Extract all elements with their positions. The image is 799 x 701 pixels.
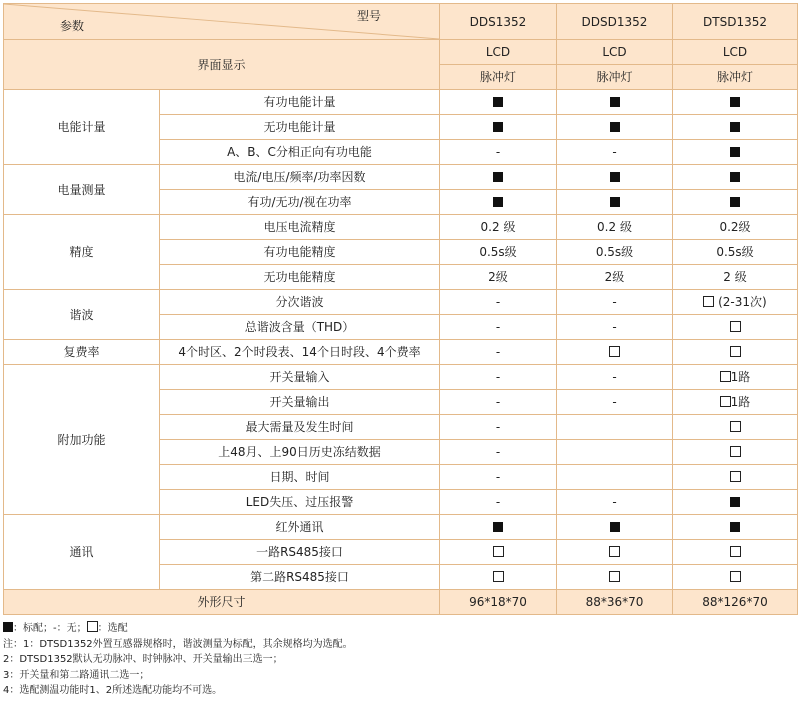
feature-cell [673,515,798,540]
feature-cell [673,265,798,290]
feature-cell [557,190,673,215]
feature-row [4,290,798,315]
feature-cell [440,290,557,315]
feature-cell [440,515,557,540]
feature-cell [673,465,798,490]
feature-cell [673,390,798,415]
feature-label: 无功电能计量 [160,115,440,140]
feature-cell [557,340,673,365]
group-name: 精度 [4,215,160,290]
solid-square-icon [730,122,740,132]
solid-square-icon [493,522,503,532]
cell-value: 0.5s级 [479,245,517,259]
feature-label: 总谐波含量（THD） [160,315,440,340]
feature-cell [440,540,557,565]
feature-cell [673,365,798,390]
solid-square-icon [493,97,503,107]
hollow-square-icon [730,546,741,557]
feature-cell [557,365,673,390]
feature-cell [557,465,673,490]
display-pulse: 脉冲灯 [440,65,557,90]
dash-mark: - [612,320,617,334]
solid-square-icon [610,97,620,107]
display-pulse: 脉冲灯 [557,65,673,90]
solid-square-icon [3,622,13,632]
cell-value: 2级 [604,270,625,284]
dash-mark: - [495,320,501,334]
feature-cell [440,390,557,415]
dimensions-value: 96*18*70 [440,590,557,615]
feature-cell [557,315,673,340]
cell-value: 2 级 [723,270,747,284]
feature-cell [440,490,557,515]
solid-square-icon [610,122,620,132]
feature-cell [440,315,557,340]
dash-mark: - [495,470,501,484]
display-pulse: 脉冲灯 [673,65,798,90]
feature-cell [673,540,798,565]
feature-row [4,365,798,390]
feature-cell [557,515,673,540]
feature-cell [557,265,673,290]
feature-cell [440,265,557,290]
note-line: 3：开关量和第二路通讯二选一； [3,669,150,681]
feature-cell [673,240,798,265]
feature-cell [673,340,798,365]
feature-cell [440,240,557,265]
solid-square-icon [730,172,740,182]
solid-square-icon [610,197,620,207]
cell-value: 0.2 级 [480,220,516,234]
note-line: 2：DTSD1352默认无功脉冲、时钟脉冲、开关量输出三选一； [3,654,283,665]
feature-cell [557,290,673,315]
solid-square-icon [610,172,620,182]
hollow-square-icon [720,371,731,382]
dash-mark: - [612,145,617,159]
feature-cell [673,115,798,140]
dash-mark: - [612,295,617,309]
hollow-square-icon [730,346,741,357]
feature-cell [673,165,798,190]
feature-row [4,165,798,190]
feature-label: 电压电流精度 [160,215,440,240]
dash-mark: - [495,420,501,434]
feature-label: 有功电能计量 [160,90,440,115]
hollow-square-icon [609,346,620,357]
model-name: DDS1352 [440,4,557,40]
param-model-header [4,4,440,40]
feature-cell [557,215,673,240]
feature-label: LED失压、过压报警 [160,490,440,515]
feature-cell [440,365,557,390]
dimensions-label: 外形尺寸 [4,590,440,615]
cell-suffix: 1路 [730,395,751,409]
feature-cell [673,315,798,340]
hollow-square-icon [703,296,714,307]
feature-label: 红外通讯 [160,515,440,540]
dash-mark: - [612,495,617,509]
feature-row [4,515,798,540]
dimensions-value: 88*36*70 [557,590,673,615]
display-lcd: LCD [557,40,673,65]
hollow-square-icon [609,546,620,557]
feature-cell [557,440,673,465]
feature-cell [557,390,673,415]
solid-square-icon [730,497,740,507]
dash-mark: - [612,395,617,409]
cell-suffix: (2-31次) [714,295,767,309]
feature-cell [673,90,798,115]
cell-value: 0.5s级 [716,245,754,259]
cell-value: 0.2级 [719,220,751,234]
solid-square-icon [730,97,740,107]
solid-square-icon [730,197,740,207]
solid-square-icon [730,522,740,532]
group-name: 电量测量 [4,165,160,215]
solid-square-icon [610,522,620,532]
feature-row [4,90,798,115]
legend: ：标配；-：无； ：选配 [3,621,353,637]
dimensions-value: 88*126*70 [673,590,798,615]
feature-label: 一路RS485接口 [160,540,440,565]
feature-cell [673,440,798,465]
hollow-square-icon [493,546,504,557]
feature-cell [673,415,798,440]
feature-cell [557,165,673,190]
feature-cell [440,215,557,240]
group-name: 谐波 [4,290,160,340]
hollow-square-icon [609,571,620,582]
feature-cell [673,190,798,215]
cell-suffix: 1路 [730,370,751,384]
feature-cell [557,540,673,565]
feature-cell [440,140,557,165]
note-line: 4：选配测温功能时1、2所述选配功能均不可选。 [3,685,223,696]
solid-square-icon [493,197,503,207]
model-name: DDSD1352 [557,4,673,40]
hollow-square-icon [730,446,741,457]
header-row [4,4,798,40]
display-lcd: LCD [440,40,557,65]
solid-square-icon [493,122,503,132]
feature-label: 无功电能精度 [160,265,440,290]
dash-mark: - [495,145,501,159]
cell-value: 0.5s级 [595,245,634,259]
spec-table [3,3,798,615]
model-name: DTSD1352 [673,4,798,40]
hollow-square-icon [87,621,98,632]
feature-cell [440,565,557,590]
feature-label: A、B、C分相正向有功电能 [160,140,440,165]
feature-label: 4个时区、2个时段表、14个日时段、4个费率 [160,340,440,365]
hollow-square-icon [493,571,504,582]
feature-cell [557,240,673,265]
feature-cell [557,490,673,515]
feature-label: 有功电能精度 [160,240,440,265]
hollow-square-icon [730,571,741,582]
feature-label: 分次谐波 [160,290,440,315]
feature-label: 日期、时间 [160,465,440,490]
group-name: 电能计量 [4,90,160,165]
feature-cell [557,565,673,590]
feature-cell [440,115,557,140]
feature-cell [440,415,557,440]
feature-cell [673,490,798,515]
feature-cell [440,165,557,190]
cell-value: 2级 [488,270,508,284]
feature-row [4,215,798,240]
hollow-square-icon [730,471,741,482]
dimensions-row [4,590,798,615]
dash-mark: - [495,295,501,309]
display-row-lcd [4,40,798,65]
hollow-square-icon [730,421,741,432]
solid-square-icon [730,147,740,157]
dash-mark: - [495,395,501,409]
dash-mark: - [495,495,501,509]
feature-label: 有功/无功/视在功率 [160,190,440,215]
hollow-square-icon [720,396,731,407]
display-label: 界面显示 [4,40,440,90]
feature-cell [557,140,673,165]
feature-cell [440,440,557,465]
display-lcd: LCD [673,40,798,65]
feature-cell [440,340,557,365]
group-name: 复费率 [4,340,160,365]
note-line: 注：1：DTSD1352外置互感器规格时，谐波测量为标配，其余规格均为选配。 [3,638,353,650]
dash-mark: - [495,345,501,359]
feature-cell [440,90,557,115]
group-name: 通讯 [4,515,160,590]
feature-row [4,340,798,365]
feature-label: 电流/电压/频率/功率因数 [160,165,440,190]
feature-label: 开关量输入 [160,365,440,390]
feature-cell [440,465,557,490]
hollow-square-icon [730,321,741,332]
feature-cell [440,190,557,215]
cell-value: 0.2 级 [597,220,632,234]
feature-label: 最大需量及发生时间 [160,415,440,440]
feature-label: 上48月、上90日历史冻结数据 [160,440,440,465]
feature-label: 第二路RS485接口 [160,565,440,590]
notes [3,621,353,699]
feature-cell [673,140,798,165]
dash-mark: - [612,370,617,384]
dash-mark: - [495,370,501,384]
feature-cell [557,115,673,140]
group-name: 附加功能 [4,365,160,515]
feature-cell [673,215,798,240]
feature-cell [557,90,673,115]
model-label: 型号 [356,9,381,23]
feature-label: 开关量输出 [160,390,440,415]
feature-cell [557,415,673,440]
solid-square-icon [493,172,503,182]
feature-cell [673,565,798,590]
feature-cell [673,290,798,315]
param-label: 参数 [60,19,85,33]
dash-mark: - [495,445,501,459]
